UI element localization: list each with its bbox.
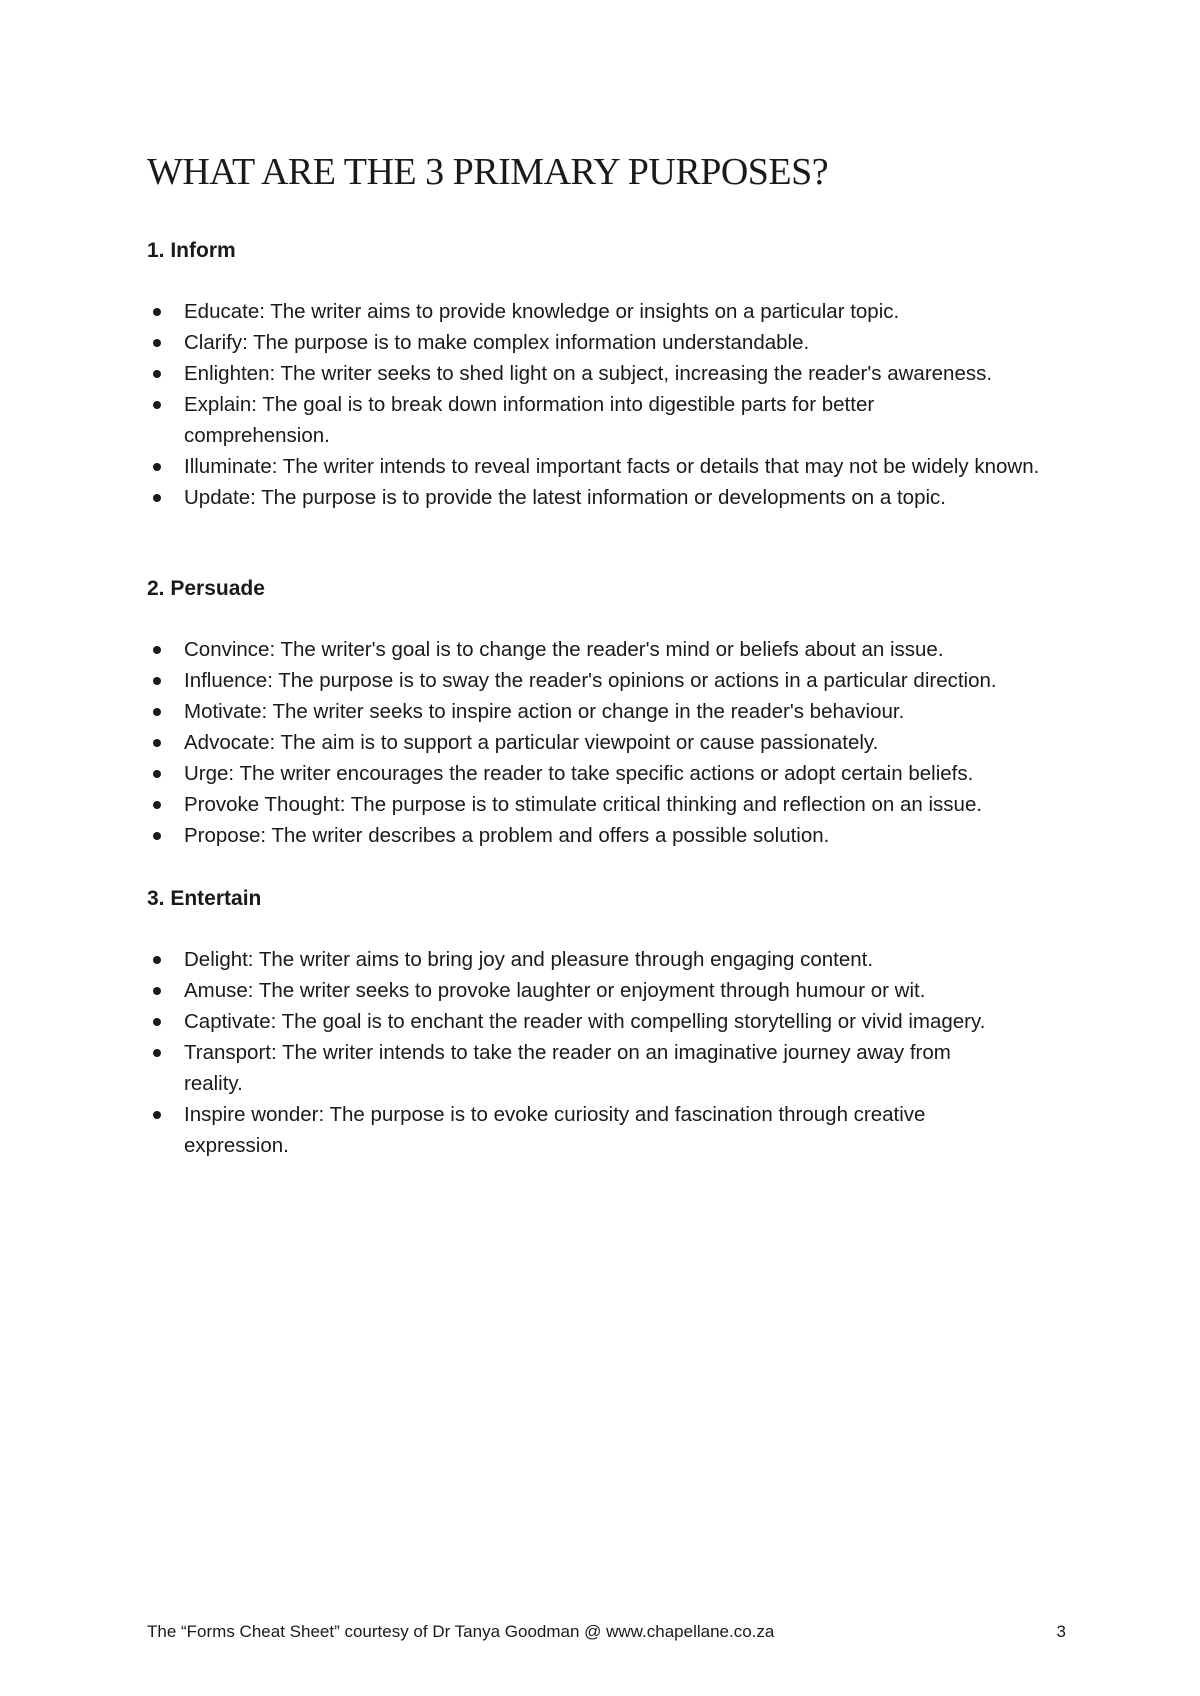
list-item	[147, 1037, 1067, 1099]
list-item	[147, 789, 1067, 820]
list-item-text: Urge: The writer encourages the reader to take specific actions or adopt certain beliefs.	[184, 762, 974, 785]
bullet-icon	[153, 494, 161, 502]
bullet-icon	[153, 401, 161, 409]
section-heading-inform: 1. Inform	[147, 239, 236, 262]
inform-list	[147, 296, 1067, 513]
list-item	[147, 451, 1067, 482]
list-item-text: Explain: The goal is to break down information into digestible parts for better comprehension.	[184, 393, 875, 447]
list-item-text: Inspire wonder: The purpose is to evoke curiosity and fascination through creative expression.	[184, 1103, 926, 1157]
list-item-text: Educate: The writer aims to provide knowledge or insights on a particular topic.	[184, 300, 900, 323]
list-item-text: Provoke Thought: The purpose is to stimulate critical thinking and reflection on an issue.	[184, 793, 983, 816]
entertain-list	[147, 944, 1067, 1161]
list-item-text: Convince: The writer's goal is to change the reader's mind or beliefs about an issue.	[184, 638, 944, 661]
bullet-icon	[153, 770, 161, 778]
list-item-text: Illuminate: The writer intends to reveal important facts or details that may not be widely known.	[184, 455, 1040, 478]
list-item	[147, 975, 1067, 1006]
bullet-icon	[153, 1018, 161, 1026]
footer-credit: The “Forms Cheat Sheet” courtesy of Dr Tanya Goodman @ www.chapellane.co.za	[147, 1622, 775, 1641]
bullet-icon	[153, 463, 161, 471]
bullet-icon	[153, 739, 161, 747]
list-item	[147, 482, 1067, 513]
bullet-icon	[153, 646, 161, 654]
list-item	[147, 389, 1067, 451]
bullet-icon	[153, 677, 161, 685]
list-item-text: Enlighten: The writer seeks to shed light on a subject, increasing the reader's awareness.	[184, 362, 993, 385]
list-item	[147, 820, 1067, 851]
list-item-text: Influence: The purpose is to sway the reader's opinions or actions in a particular direction.	[184, 669, 997, 692]
list-item	[147, 665, 1067, 696]
page-number: 3	[1056, 1622, 1066, 1641]
list-item	[147, 944, 1067, 975]
section-heading-persuade: 2. Persuade	[147, 577, 265, 600]
bullet-icon	[153, 832, 161, 840]
bullet-icon	[153, 1111, 161, 1119]
bullet-icon	[153, 987, 161, 995]
list-item	[147, 1099, 1067, 1161]
list-item-text: Clarify: The purpose is to make complex information understandable.	[184, 331, 810, 354]
bullet-icon	[153, 308, 161, 316]
bullet-icon	[153, 339, 161, 347]
bullet-icon	[153, 708, 161, 716]
list-item	[147, 1006, 1067, 1037]
list-item	[147, 358, 1067, 389]
list-item-text: Transport: The writer intends to take the reader on an imaginative journey away from reality.	[184, 1041, 951, 1095]
list-item	[147, 634, 1067, 665]
bullet-icon	[153, 956, 161, 964]
list-item-text: Amuse: The writer seeks to provoke laughter or enjoyment through humour or wit.	[184, 979, 926, 1002]
list-item-text: Update: The purpose is to provide the latest information or developments on a topic.	[184, 486, 946, 509]
list-item-text: Motivate: The writer seeks to inspire action or change in the reader's behaviour.	[184, 700, 905, 723]
list-item-text: Propose: The writer describes a problem and offers a possible solution.	[184, 824, 830, 847]
bullet-icon	[153, 370, 161, 378]
bullet-icon	[153, 801, 161, 809]
list-item	[147, 327, 1067, 358]
list-item-text: Captivate: The goal is to enchant the reader with compelling storytelling or vivid imagery.	[184, 1010, 986, 1033]
bullet-icon	[153, 1049, 161, 1057]
list-item	[147, 296, 1067, 327]
list-item	[147, 696, 1067, 727]
list-item	[147, 758, 1067, 789]
list-item-text: Advocate: The aim is to support a particular viewpoint or cause passionately.	[184, 731, 879, 754]
list-item	[147, 727, 1067, 758]
section-heading-entertain: 3. Entertain	[147, 887, 262, 910]
persuade-list	[147, 634, 1067, 851]
list-item-text: Delight: The writer aims to bring joy and pleasure through engaging content.	[184, 948, 874, 971]
page-title: WHAT ARE THE 3 PRIMARY PURPOSES?	[147, 151, 829, 193]
